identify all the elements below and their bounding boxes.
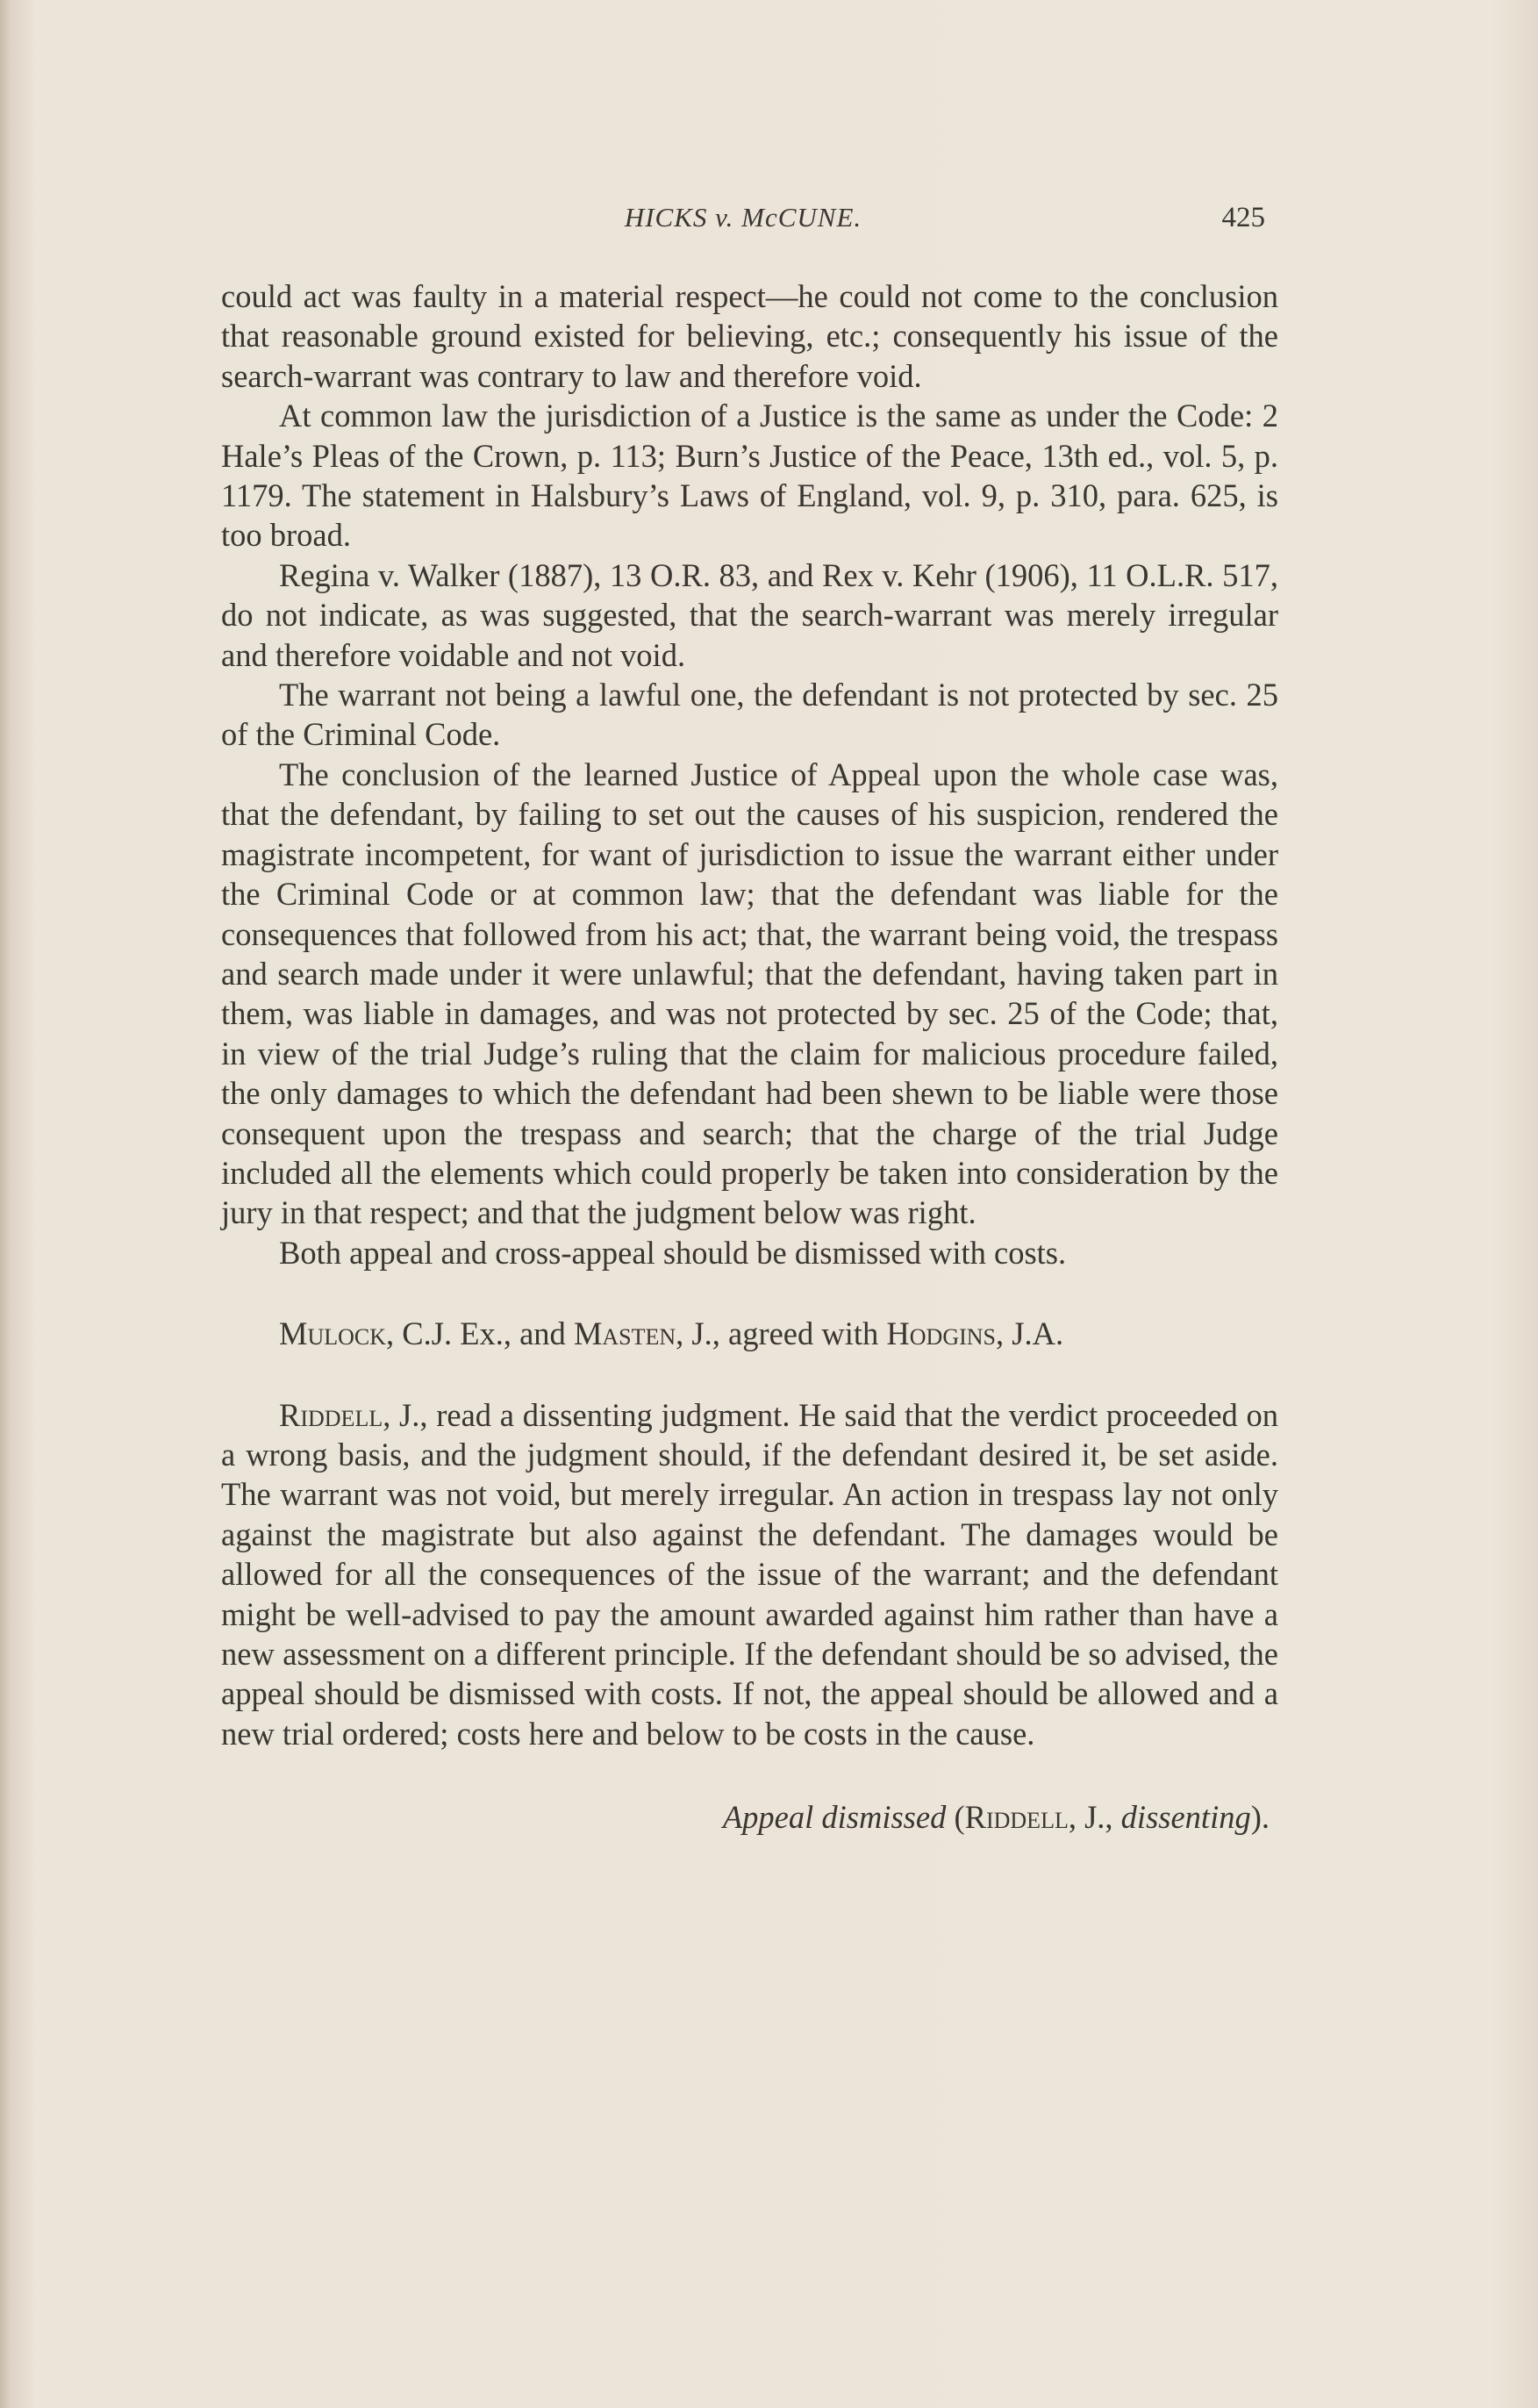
- judge-title: , J.A.: [996, 1315, 1064, 1352]
- disposition-result: Appeal dismissed: [722, 1799, 947, 1836]
- disposition-punct: ).: [1250, 1799, 1270, 1836]
- judge-title: , J., agreed with: [676, 1315, 887, 1352]
- judge-name: Riddell: [964, 1799, 1069, 1836]
- judge-name: Mulock: [279, 1315, 387, 1352]
- page-number: 425: [1221, 202, 1265, 233]
- paragraph-disposal: Both appeal and cross-appeal should be dismissed with costs.: [279, 1234, 1067, 1271]
- disposition-punct: (: [946, 1799, 965, 1836]
- page-body: [221, 276, 1278, 1838]
- judge-name: Masten: [573, 1315, 676, 1352]
- running-header: [221, 200, 1265, 235]
- dissent-text: , J., read a dissenting judgment. He said that the verdict proceeded on a wrong basis, and the judgment should, if the defendant desired it, be set aside. The warrant was not void, but merely irregular. An action in trespass lay not only against the magistrate but also against the defendant. The damages would be allowed for all the consequences of the issue of the warrant; and the defendant might be well-advised to pay the amount awarded against him rather than have a new assessment on a different principle. If the defendant should be so advised, the appeal should be dismissed with costs. If not, the appeal should be allowed and a new trial ordered; costs here and below to be costs in the cause.: [221, 1396, 1278, 1752]
- dissenting-label: dissenting: [1120, 1799, 1251, 1836]
- judge-title: , J.,: [1068, 1799, 1121, 1836]
- paragraph-case-citations: Regina v. Walker (1887), 13 O.R. 83, and Rex v. Kehr (1906), 11 O.L.R. 517, do not indicate, as was suggested, that the search-warrant was merely irregular and therefore voidable and not void.: [221, 556, 1278, 673]
- paragraph-continuation: could act was faulty in a material respect—he could not come to the conclusion that reasonable ground existed for believing, etc.; consequently his issue of the search-warrant was contrary to law and therefore void.: [221, 278, 1278, 394]
- judge-title: , C.J. Ex., and: [386, 1315, 574, 1352]
- judge-name: Hodgins: [886, 1315, 996, 1352]
- paragraph-conclusion: The conclusion of the learned Justice of Appeal upon the whole case was, that the defendant, by failing to set out the causes of his suspicion, rendered the magistrate incompetent, for want of jurisdiction to issue the warrant either under the Criminal Code or at common law; that the defendant was liable for the consequences that followed from his act; that, the warrant being void, the trespass and search made under it were unlawful; that the defendant, having taken part in them, was liable in damages, and was not protected by sec. 25 of the Code; that, in view of the trial Judge’s ruling that the claim for malicious procedure failed, the only damages to which the defendant had been shewn to be liable were those consequent upon the trespass and search; that the charge of the trial Judge included all the elements which could properly be taken into consideration by the jury in that respect; and that the judgment below was right.: [221, 756, 1278, 1231]
- running-title: HICKS v. McCUNE.: [624, 202, 862, 233]
- dissenting-judgment: [221, 1395, 1278, 1754]
- concurring-judges: [221, 1314, 1278, 1353]
- case-disposition: [221, 1797, 1278, 1837]
- paragraph-common-law: At common law the jurisdiction of a Justice is the same as under the Code: 2 Hale’s Pleas of the Crown, p. 113; Burn’s Justice of the Peace, 13th ed., vol. 5, p. 1179. The statement in Halsbury’s Laws of England, vol. 9, p. 310, para. 625, is too broad.: [221, 398, 1278, 554]
- paragraph-warrant-not-lawful: The warrant not being a lawful one, the defendant is not protected by sec. 25 of the Criminal Code.: [221, 677, 1278, 753]
- judge-name: Riddell: [279, 1396, 383, 1433]
